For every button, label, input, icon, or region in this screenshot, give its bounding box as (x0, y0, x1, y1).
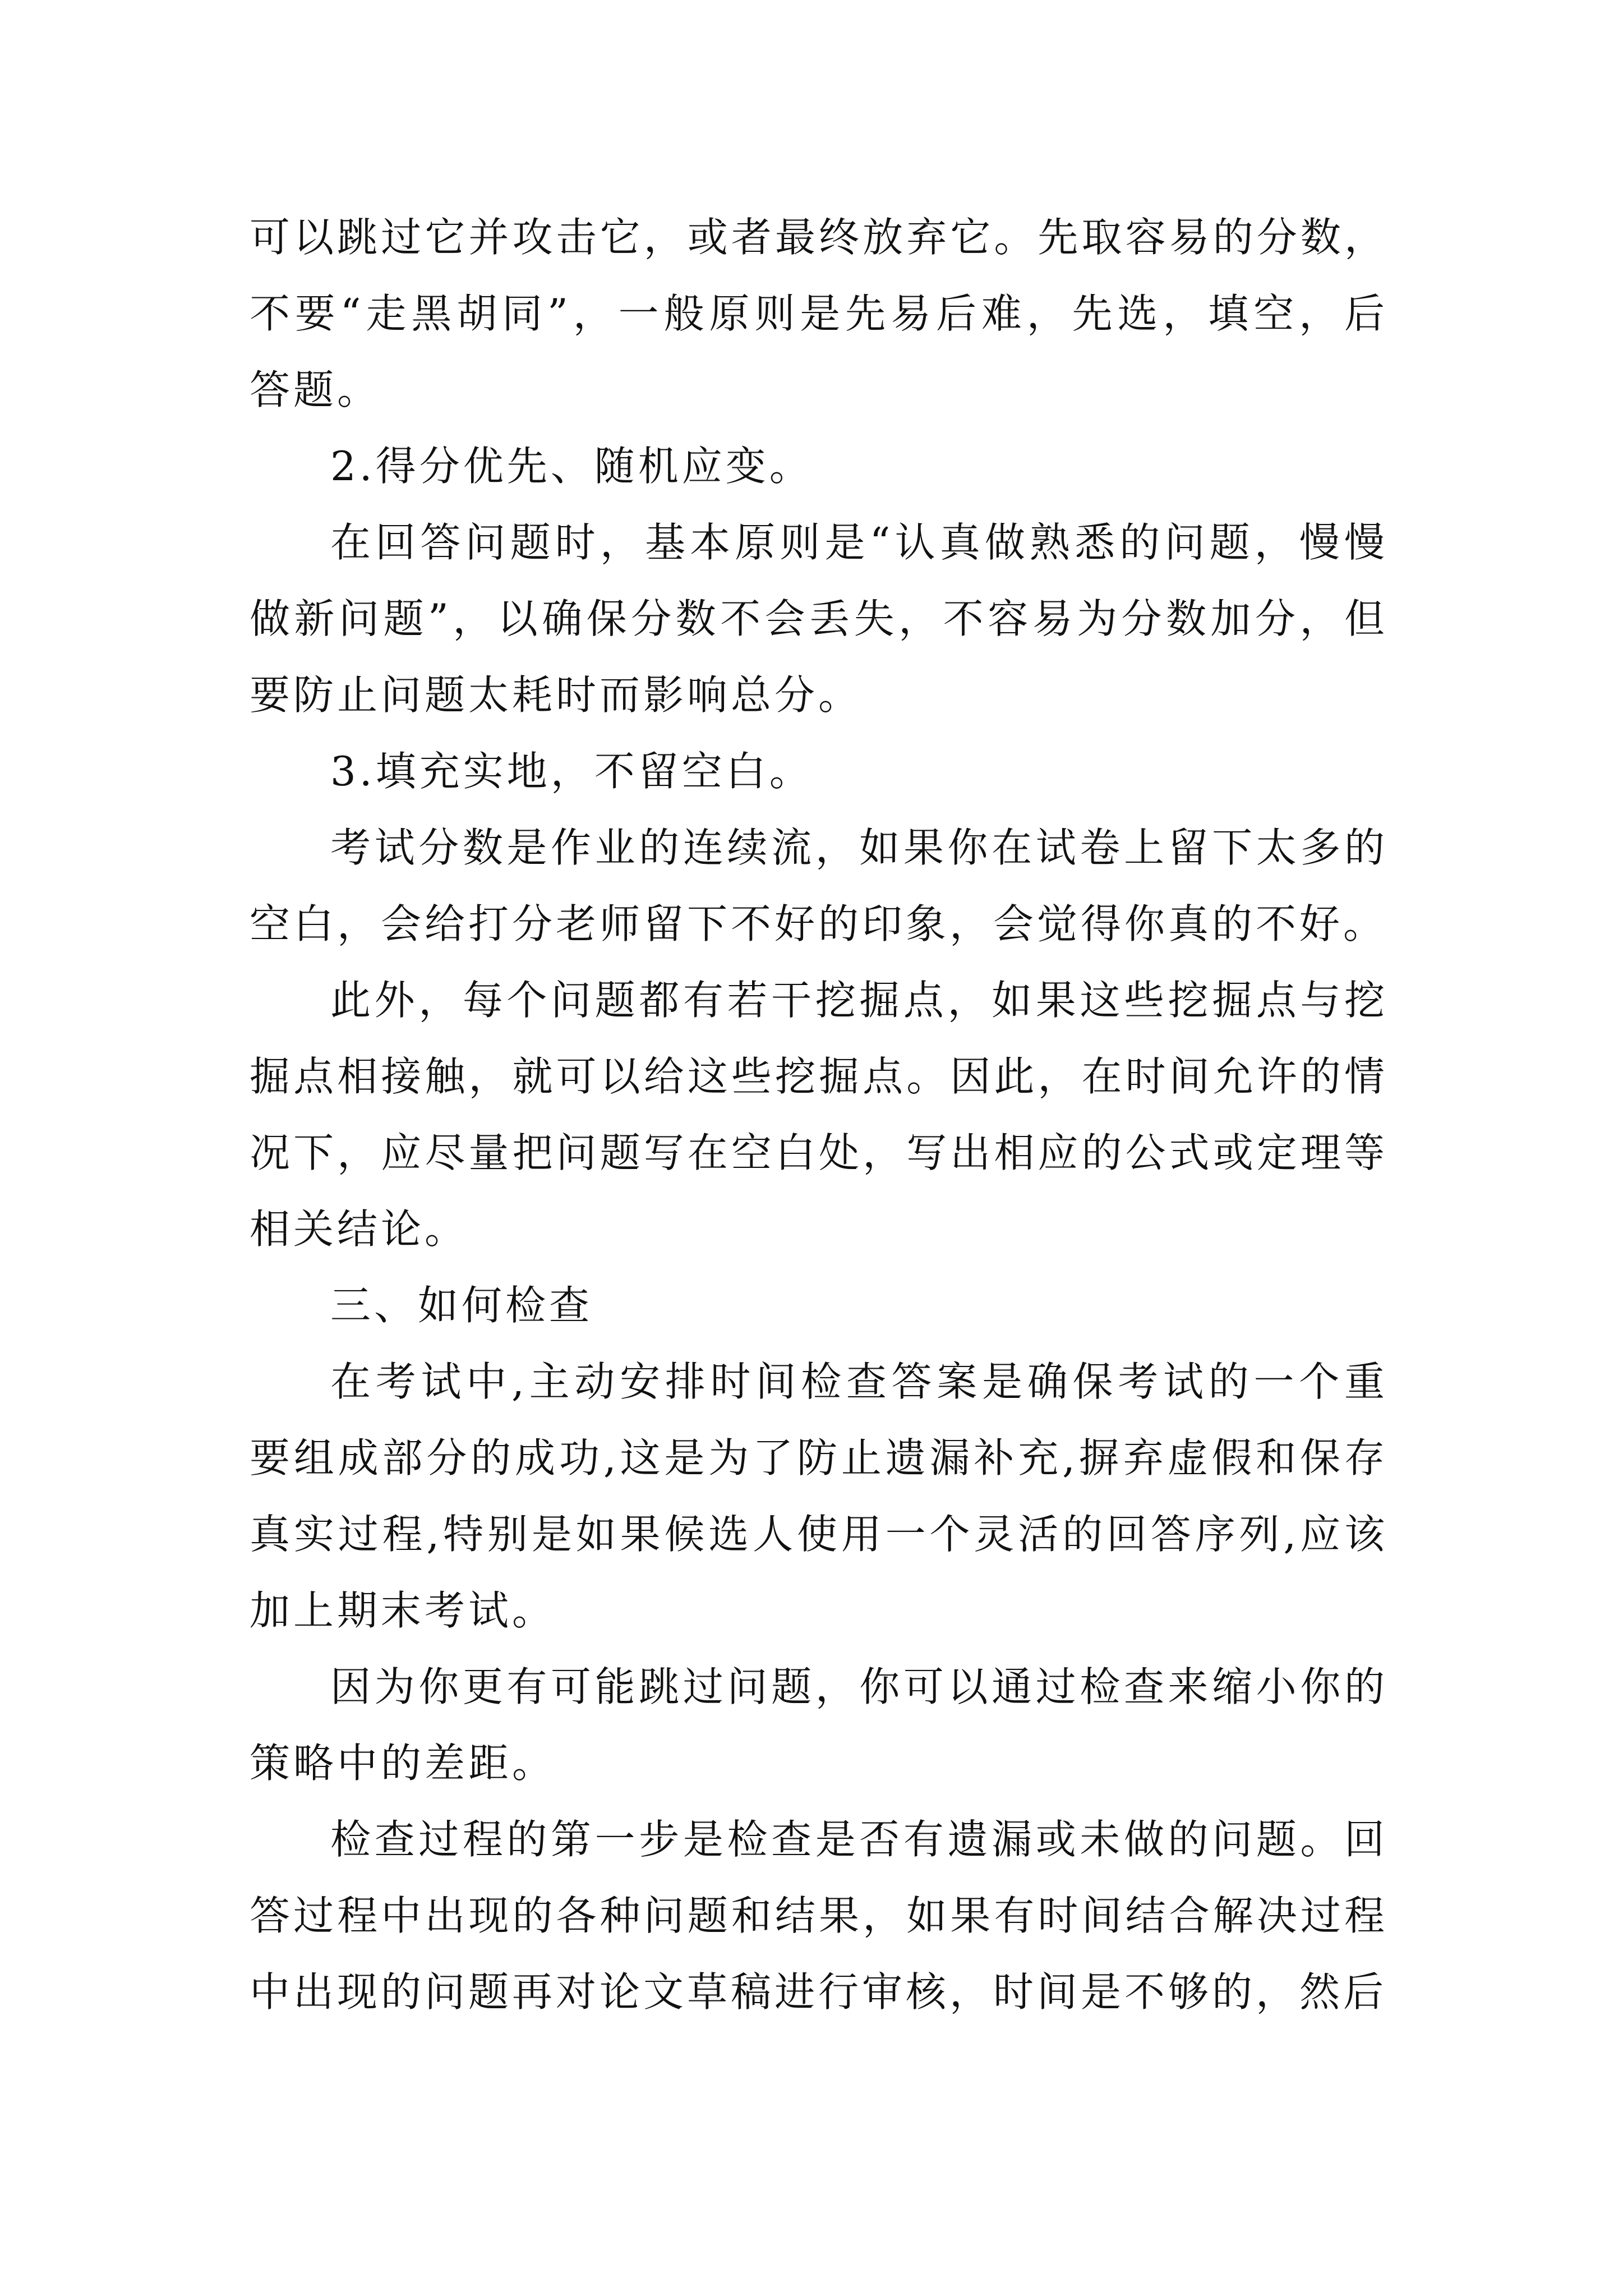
section-heading: 三、如何检查 (330, 1282, 593, 1329)
paragraph: 在考试中,主动安排时间检查答案是确保考试的一个重要组成部分的成功,这是为了防止遗漏补充,摒弃虚假和保存真实过程,特别是如果候选人使用一个灵活的回答序列,应该加上期末考试。 (250, 1358, 1388, 1634)
paragraph: 因为你更有可能跳过问题，你可以通过检查来缩小你的策略中的差距。 (250, 1663, 1388, 1787)
document-body (250, 199, 1388, 2030)
paragraph: 此外，每个问题都有若干挖掘点，如果这些挖掘点与挖掘点相接触，就可以给这些挖掘点。因此，在时间允许的情况下，应尽量把问题写在空白处，写出相应的公式或定理等相关结论。 (250, 977, 1388, 1253)
paragraph-heading-3: 3.填充实地，不留空白。 (330, 748, 813, 795)
paragraph: 考试分数是作业的连续流，如果你在试卷上留下太多的空白，会给打分老师留下不好的印象，会觉得你真的不好。 (250, 824, 1388, 947)
paragraph: 检查过程的第一步是检查是否有遗漏或未做的问题。回答过程中出现的各种问题和结果，如果有时间结合解决过程中出现的问题再对论文草稿进行审核，时间是不够的，然后 (250, 1816, 1388, 2016)
paragraph: 在回答问题时，基本原则是“认真做熟悉的问题，慢慢做新问题”，以确保分数不会丢失，不容易为分数加分，但要防止问题太耗时而影响总分。 (250, 519, 1388, 719)
paragraph-continued: 可以跳过它并攻击它，或者最终放弃它。先取容易的分数，不要“走黑胡同”，一般原则是先易后难，先选，填空，后答题。 (250, 214, 1388, 413)
paragraph-heading-2: 2.得分优先、随机应变。 (330, 443, 813, 490)
